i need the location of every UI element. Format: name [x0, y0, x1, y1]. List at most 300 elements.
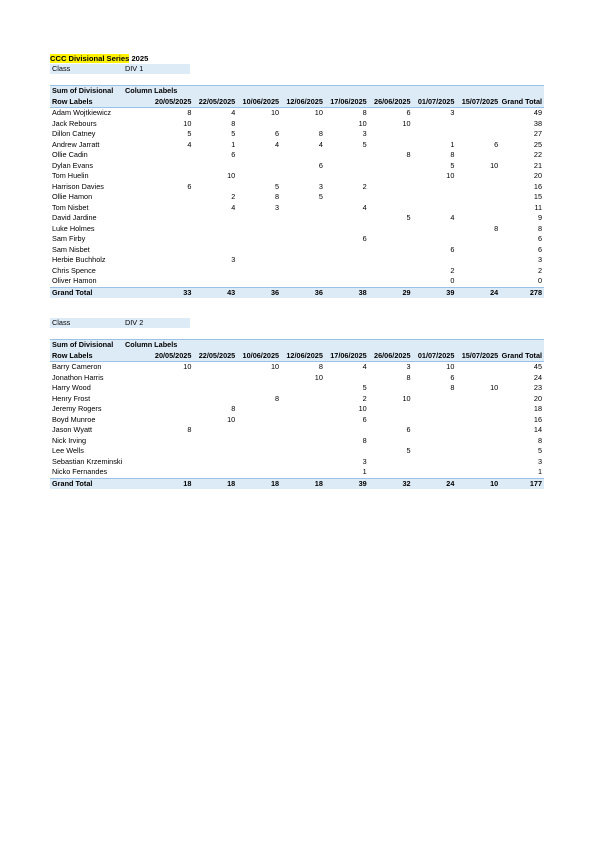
score-cell: 4 — [362, 202, 367, 212]
score-cell: 8 — [450, 150, 455, 159]
score-cell: 3 — [362, 456, 367, 466]
score-cell: 1 — [231, 139, 236, 149]
score-cell: 10 — [270, 362, 280, 371]
score-cell — [456, 150, 500, 161]
score-cell — [413, 119, 457, 130]
score-cell: 21 — [533, 160, 543, 170]
score-cell — [281, 383, 325, 394]
score-cell — [369, 224, 413, 235]
score-cell — [281, 203, 325, 214]
score-cell — [237, 467, 281, 478]
score-cell: 10 — [314, 372, 323, 382]
score-cell — [150, 192, 194, 203]
score-cell: 6 — [450, 372, 455, 382]
score-cell: 14 — [533, 425, 543, 434]
score-cell — [150, 161, 194, 172]
score-cell — [281, 415, 325, 426]
table-row[interactable] — [50, 129, 544, 140]
player-name: Henry Frost — [52, 393, 91, 403]
score-cell: 2 — [450, 265, 455, 275]
score-cell — [281, 436, 325, 447]
score-cell — [456, 446, 500, 457]
score-cell — [193, 383, 237, 394]
player-name: Oliver Hamon — [52, 276, 97, 285]
score-cell — [456, 192, 500, 203]
score-cell: 4 — [275, 139, 280, 149]
class-filter-div2[interactable] — [50, 318, 190, 328]
player-name: Jason Wyatt — [52, 425, 93, 434]
score-cell: 10 — [446, 362, 455, 371]
score-cell — [456, 394, 500, 405]
score-cell — [237, 436, 281, 447]
player-name: David Jardine — [52, 213, 97, 222]
total-cell: 18 — [183, 478, 192, 488]
score-cell: 4 — [231, 202, 236, 212]
table-row[interactable] — [50, 436, 544, 447]
total-cell: 29 — [402, 287, 411, 297]
table-row[interactable] — [50, 415, 544, 426]
column-header: 12/06/2025 — [286, 96, 323, 106]
column-header: 20/05/2025 — [154, 96, 192, 106]
column-header: 17/06/2025 — [330, 350, 367, 360]
score-cell — [150, 203, 194, 214]
class-filter-div1[interactable] — [50, 64, 190, 74]
column-header: Grand Total — [501, 96, 543, 106]
score-cell: 10 — [183, 118, 192, 128]
column-header: 20/05/2025 — [154, 350, 192, 360]
player-name: Dylan Evans — [52, 160, 93, 170]
score-cell — [325, 373, 369, 384]
score-cell — [456, 213, 500, 224]
score-cell — [281, 404, 325, 415]
score-cell: 3 — [406, 362, 411, 371]
score-cell: 6 — [362, 234, 367, 243]
score-cell — [193, 457, 237, 468]
score-cell — [237, 213, 281, 224]
score-cell — [325, 266, 369, 277]
class-filter-value: DIV 1 — [125, 64, 144, 73]
score-cell — [413, 457, 457, 468]
table-row[interactable] — [50, 394, 544, 405]
column-labels-button[interactable]: Column Labels — [125, 340, 178, 349]
score-cell — [237, 415, 281, 426]
score-cell — [456, 415, 500, 426]
player-name: Jack Rebours — [52, 118, 97, 128]
table-row[interactable] — [50, 276, 544, 287]
table-row[interactable] — [50, 446, 544, 457]
score-cell: 8 — [406, 372, 411, 382]
score-cell — [237, 161, 281, 172]
score-cell: 8 — [318, 129, 323, 138]
total-cell: 39 — [446, 287, 455, 297]
score-cell: 27 — [533, 129, 543, 138]
score-cell — [237, 276, 281, 287]
player-name: Nicko Fernandes — [52, 467, 108, 476]
score-cell — [237, 266, 281, 277]
score-cell: 0 — [450, 276, 455, 285]
score-cell — [281, 245, 325, 256]
score-cell — [281, 171, 325, 182]
score-cell — [369, 415, 413, 426]
score-cell — [281, 234, 325, 245]
score-cell: 6 — [318, 160, 323, 170]
score-cell: 10 — [270, 108, 280, 117]
score-cell — [150, 404, 194, 415]
score-cell: 5 — [537, 446, 543, 455]
score-cell — [281, 255, 325, 266]
player-name: Harrison Davies — [52, 181, 104, 191]
score-cell — [369, 245, 413, 256]
table-row[interactable] — [50, 140, 544, 151]
score-cell — [413, 182, 457, 193]
score-cell — [325, 446, 369, 457]
score-cell — [193, 213, 237, 224]
score-cell: 10 — [402, 393, 411, 403]
column-header: 12/06/2025 — [286, 350, 323, 360]
score-cell — [150, 394, 194, 405]
score-cell — [369, 192, 413, 203]
grand-total-row — [50, 478, 544, 490]
score-cell — [325, 161, 369, 172]
score-cell: 8 — [275, 393, 280, 403]
score-cell: 23 — [533, 383, 543, 392]
total-cell: 32 — [402, 478, 411, 488]
score-cell — [325, 150, 369, 161]
player-name: Nick Irving — [52, 435, 87, 445]
score-cell: 10 — [402, 118, 411, 128]
score-cell — [193, 394, 237, 405]
column-header: 26/06/2025 — [374, 96, 411, 106]
score-cell — [237, 383, 281, 394]
table-row[interactable] — [50, 383, 544, 394]
score-cell — [369, 234, 413, 245]
score-cell: 2 — [537, 265, 543, 275]
score-cell — [281, 224, 325, 235]
table-row[interactable] — [50, 404, 544, 415]
score-cell — [193, 276, 237, 287]
score-cell — [150, 415, 194, 426]
score-cell — [237, 255, 281, 266]
score-cell: 8 — [537, 435, 543, 445]
grand-total-label: Grand Total — [52, 287, 93, 297]
score-cell — [456, 276, 500, 287]
score-cell — [237, 119, 281, 130]
table-row[interactable] — [50, 150, 544, 161]
score-cell — [150, 245, 194, 256]
player-name: Adam Wojtkiewicz — [52, 108, 112, 117]
grand-total-label: Grand Total — [52, 478, 93, 488]
score-cell: 8 — [275, 192, 280, 201]
score-cell — [150, 171, 194, 182]
total-cell: 24 — [446, 478, 455, 488]
score-cell: 3 — [450, 108, 455, 117]
table-row[interactable] — [50, 425, 544, 436]
score-cell — [150, 446, 194, 457]
score-cell — [237, 425, 281, 436]
total-cell: 24 — [490, 287, 499, 297]
score-cell — [193, 224, 237, 235]
score-cell: 6 — [406, 108, 411, 117]
player-name: Luke Holmes — [52, 223, 95, 233]
score-cell — [237, 404, 281, 415]
table-row[interactable] — [50, 234, 544, 245]
score-cell — [369, 255, 413, 266]
score-cell — [413, 415, 457, 426]
total-cell: 33 — [183, 287, 192, 297]
total-cell: 177 — [529, 478, 543, 488]
score-cell: 3 — [362, 129, 367, 138]
total-cell: 39 — [358, 478, 367, 488]
total-cell: 18 — [270, 478, 280, 488]
column-header: 10/06/2025 — [242, 350, 280, 360]
score-cell: 2 — [362, 181, 367, 191]
score-cell: 8 — [450, 383, 455, 392]
score-cell — [369, 266, 413, 277]
score-cell: 5 — [275, 181, 280, 191]
table-row[interactable] — [50, 108, 544, 119]
score-cell: 8 — [187, 425, 192, 434]
score-cell — [150, 373, 194, 384]
score-cell: 9 — [537, 213, 543, 222]
score-cell — [325, 192, 369, 203]
score-cell: 5 — [318, 192, 323, 201]
score-cell — [369, 171, 413, 182]
score-cell — [237, 373, 281, 384]
score-cell: 3 — [318, 181, 323, 191]
title-highlight: CCC Divisional Series — [50, 54, 130, 63]
score-cell: 10 — [358, 118, 367, 128]
score-cell: 3 — [275, 202, 280, 212]
score-cell: 8 — [406, 150, 411, 159]
column-header: Grand Total — [501, 350, 543, 360]
score-cell — [369, 436, 413, 447]
score-cell — [369, 404, 413, 415]
score-cell — [369, 161, 413, 172]
score-cell: 8 — [231, 404, 236, 413]
table-row[interactable] — [50, 373, 544, 384]
column-header: 01/07/2025 — [417, 96, 455, 106]
score-cell — [325, 213, 369, 224]
score-cell: 8 — [231, 118, 236, 128]
score-cell — [281, 119, 325, 130]
pivot-header-row — [50, 97, 544, 109]
table-row[interactable] — [50, 467, 544, 478]
score-cell: 6 — [494, 139, 499, 149]
score-cell — [413, 255, 457, 266]
score-cell — [193, 362, 237, 373]
table-row[interactable] — [50, 203, 544, 214]
score-cell: 8 — [187, 108, 192, 117]
table-row[interactable] — [50, 362, 544, 373]
score-cell — [369, 203, 413, 214]
score-cell: 38 — [533, 118, 543, 128]
score-cell: 4 — [318, 139, 323, 149]
score-cell — [456, 425, 500, 436]
score-cell — [456, 373, 500, 384]
player-name: Jonathon Harris — [52, 372, 104, 382]
score-cell — [325, 245, 369, 256]
total-cell: 278 — [529, 287, 543, 297]
column-labels-button[interactable]: Column Labels — [125, 86, 178, 95]
score-cell: 22 — [533, 150, 543, 159]
score-cell — [456, 182, 500, 193]
score-cell: 16 — [533, 181, 543, 191]
score-cell: 4 — [187, 139, 192, 149]
table-row[interactable] — [50, 171, 544, 182]
table-row[interactable] — [50, 266, 544, 277]
table-row[interactable] — [50, 457, 544, 468]
column-header: 17/06/2025 — [330, 96, 367, 106]
title-year: 2025 — [129, 54, 149, 63]
score-cell — [413, 234, 457, 245]
score-cell — [281, 425, 325, 436]
sum-field-label[interactable]: Sum of Divisional — [52, 340, 114, 349]
total-cell: 43 — [227, 287, 236, 297]
table-row[interactable] — [50, 119, 544, 130]
score-cell — [281, 394, 325, 405]
pivot-table-div1 — [50, 85, 544, 298]
score-cell: 49 — [533, 108, 543, 117]
score-cell: 6 — [275, 129, 280, 138]
total-cell: 10 — [490, 478, 499, 488]
table-row[interactable] — [50, 224, 544, 235]
column-header: 10/06/2025 — [242, 96, 280, 106]
row-labels-button[interactable]: Row Labels — [52, 96, 93, 106]
player-name: Sam Nisbet — [52, 244, 90, 254]
score-cell — [369, 457, 413, 468]
score-cell — [193, 266, 237, 277]
score-cell — [369, 182, 413, 193]
score-cell — [413, 192, 457, 203]
score-cell — [150, 266, 194, 277]
table-row[interactable] — [50, 245, 544, 256]
score-cell: 18 — [533, 404, 543, 413]
score-cell: 8 — [362, 108, 367, 117]
table-row[interactable] — [50, 182, 544, 193]
score-cell: 0 — [537, 276, 543, 285]
score-cell: 5 — [187, 129, 192, 138]
score-cell — [281, 213, 325, 224]
column-header: 26/06/2025 — [374, 350, 411, 360]
score-cell — [150, 457, 194, 468]
score-cell: 1 — [537, 467, 543, 476]
score-cell — [456, 203, 500, 214]
score-cell — [456, 129, 500, 140]
column-header: 15/07/2025 — [461, 350, 499, 360]
class-filter-key: Class — [52, 64, 71, 73]
score-cell — [193, 425, 237, 436]
score-cell: 3 — [537, 255, 543, 264]
score-cell: 8 — [494, 223, 499, 233]
player-name: Boyd Munroe — [52, 414, 96, 424]
class-filter-key: Class — [52, 318, 71, 327]
player-name: Ollie Hamon — [52, 192, 93, 201]
score-cell — [237, 457, 281, 468]
score-cell: 6 — [450, 244, 455, 254]
table-row[interactable] — [50, 213, 544, 224]
score-cell — [456, 171, 500, 182]
score-cell — [413, 446, 457, 457]
score-cell: 20 — [533, 171, 543, 180]
score-cell: 1 — [450, 139, 455, 149]
score-cell — [369, 383, 413, 394]
player-name: Tom Nisbet — [52, 202, 89, 212]
column-header: 22/05/2025 — [198, 96, 236, 106]
score-cell: 8 — [537, 223, 543, 233]
score-cell — [281, 276, 325, 287]
score-cell — [150, 255, 194, 266]
score-cell — [369, 467, 413, 478]
score-cell: 3 — [537, 456, 543, 466]
table-row[interactable] — [50, 255, 544, 266]
score-cell: 10 — [490, 160, 499, 170]
score-cell: 6 — [406, 425, 411, 434]
score-cell — [456, 119, 500, 130]
total-cell: 36 — [314, 287, 323, 297]
score-cell — [237, 446, 281, 457]
score-cell — [456, 436, 500, 447]
table-row[interactable] — [50, 192, 544, 203]
score-cell — [193, 245, 237, 256]
pivot-header-row — [50, 351, 544, 363]
score-cell: 6 — [362, 414, 367, 424]
score-cell — [150, 150, 194, 161]
score-cell — [193, 446, 237, 457]
score-cell: 15 — [533, 192, 543, 201]
score-cell: 2 — [362, 393, 367, 403]
score-cell: 6 — [231, 150, 236, 159]
sum-field-label[interactable]: Sum of Divisional — [52, 86, 114, 95]
score-cell — [237, 245, 281, 256]
score-cell — [456, 108, 500, 119]
pivot-sum-row — [50, 339, 544, 351]
score-cell: 5 — [406, 446, 411, 455]
row-labels-button[interactable]: Row Labels — [52, 350, 93, 360]
score-cell — [281, 266, 325, 277]
score-cell — [369, 140, 413, 151]
column-header: 22/05/2025 — [198, 350, 236, 360]
score-cell: 10 — [490, 383, 499, 392]
score-cell — [456, 245, 500, 256]
score-cell — [325, 425, 369, 436]
score-cell — [456, 362, 500, 373]
score-cell: 8 — [362, 435, 367, 445]
score-cell: 10 — [227, 414, 236, 424]
table-row[interactable] — [50, 161, 544, 172]
score-cell: 10 — [446, 171, 455, 180]
score-cell: 5 — [362, 383, 367, 392]
score-cell: 6 — [537, 244, 543, 254]
score-cell — [150, 467, 194, 478]
total-cell: 36 — [270, 287, 280, 297]
score-cell — [193, 373, 237, 384]
score-cell: 25 — [533, 139, 543, 149]
player-name: Dillon Catney — [52, 129, 96, 138]
score-cell — [369, 129, 413, 140]
score-cell — [456, 234, 500, 245]
score-cell — [193, 161, 237, 172]
sheet-title — [50, 54, 544, 64]
score-cell: 11 — [534, 202, 543, 212]
column-header: 15/07/2025 — [461, 96, 499, 106]
player-name: Harry Wood — [52, 383, 91, 392]
spreadsheet-page — [50, 54, 544, 489]
score-cell: 3 — [231, 255, 236, 264]
score-cell: 8 — [318, 362, 323, 371]
player-name: Andrew Jarratt — [52, 139, 100, 149]
player-name: Jeremy Rogers — [52, 404, 102, 413]
player-name: Lee Wells — [52, 446, 84, 455]
